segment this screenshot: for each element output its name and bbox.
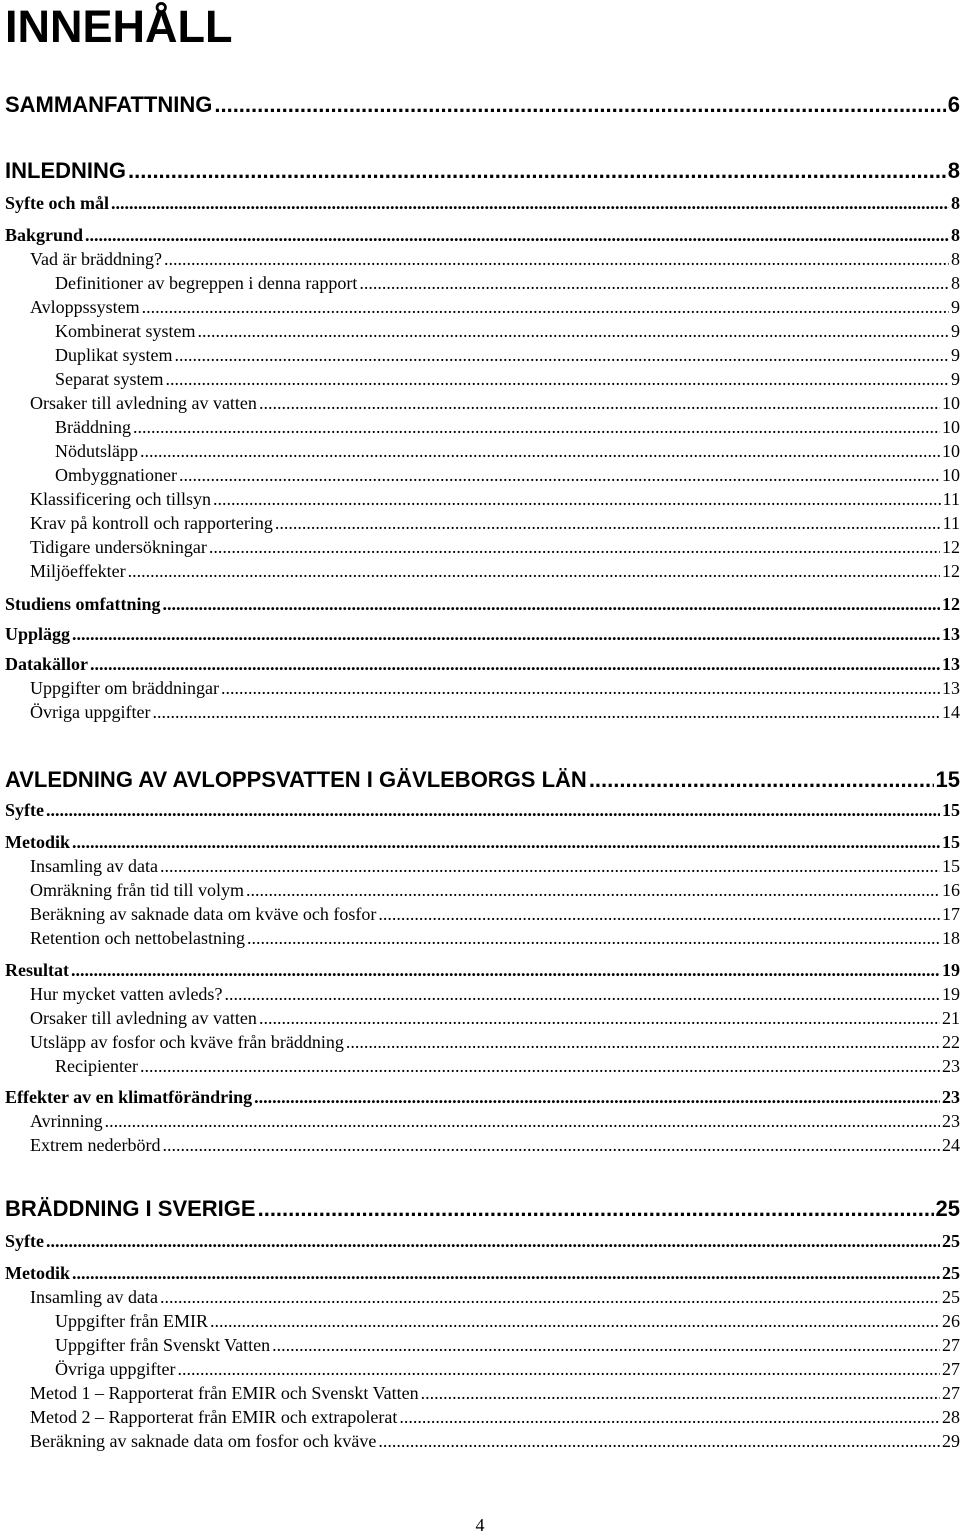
toc-entry-page: 22 xyxy=(942,1032,960,1052)
dot-leader xyxy=(111,193,949,214)
dot-leader xyxy=(90,654,940,675)
toc-entry-label: Effekter av en klimatförändring xyxy=(5,1087,253,1107)
dot-leader xyxy=(214,92,945,118)
toc-entry[interactable] xyxy=(30,1383,960,1404)
toc-entry-label: Klassificering och tillsyn xyxy=(30,489,211,509)
toc-entry-page: 15 xyxy=(942,800,960,820)
toc-entry-label: Orsaker till avledning av vatten xyxy=(30,393,257,413)
toc-entry-page: 14 xyxy=(942,702,960,722)
dot-leader xyxy=(128,561,940,582)
toc-entry-label: Studiens omfattning xyxy=(5,594,161,614)
toc-entry-label: Hur mycket vatten avleds? xyxy=(30,984,223,1004)
toc-entry-page: 25 xyxy=(942,1287,960,1307)
toc-entry-label: Beräkning av saknade data om fosfor och kväve xyxy=(30,1431,377,1451)
toc-entry-label: Recipienter xyxy=(55,1056,138,1076)
toc-entry[interactable] xyxy=(5,193,960,214)
toc-entry-page: 28 xyxy=(942,1407,960,1427)
toc-entry-label: Metod 1 – Rapporterat från EMIR och Svenskt Vatten xyxy=(30,1383,419,1403)
toc-entry[interactable] xyxy=(55,1335,960,1356)
toc-entry[interactable] xyxy=(5,1087,960,1108)
dot-leader xyxy=(272,1335,940,1356)
toc-entry-page: 25 xyxy=(942,1231,960,1251)
toc-entry-page: 9 xyxy=(951,297,960,317)
toc-entry[interactable] xyxy=(5,800,960,821)
dot-leader xyxy=(162,1135,940,1156)
dot-leader xyxy=(254,1087,940,1108)
toc-entry[interactable] xyxy=(55,465,960,486)
toc-entry-page: 12 xyxy=(942,594,960,614)
toc-entry[interactable] xyxy=(30,1135,960,1156)
toc-entry-page: 8 xyxy=(947,158,960,183)
toc-entry-page: 9 xyxy=(951,321,960,341)
dot-leader xyxy=(140,441,940,462)
toc-entry-page: 17 xyxy=(942,904,960,924)
toc-entry[interactable] xyxy=(55,441,960,462)
dot-leader xyxy=(72,1263,940,1284)
toc-entry-page: 13 xyxy=(942,678,960,698)
toc-entry-page: 21 xyxy=(942,1008,960,1028)
toc-entry-page: 25 xyxy=(935,1196,960,1221)
toc-entry-page: 26 xyxy=(942,1311,960,1331)
toc-entry[interactable] xyxy=(55,369,960,390)
dot-leader xyxy=(164,249,949,270)
dot-leader xyxy=(197,321,949,342)
toc-entry-label: Insamling av data xyxy=(30,1287,158,1307)
toc-entry[interactable] xyxy=(5,767,960,793)
dot-leader xyxy=(140,1056,940,1077)
toc-entry[interactable] xyxy=(5,158,960,184)
toc-entry[interactable] xyxy=(55,345,960,366)
toc-entry-label: Omräkning från tid till volym xyxy=(30,880,244,900)
toc-entry[interactable] xyxy=(5,832,960,853)
toc-entry-label: Uppgifter från Svenskt Vatten xyxy=(55,1335,271,1355)
dot-leader xyxy=(152,702,940,723)
toc-entry-page: 15 xyxy=(942,832,960,852)
toc-entry[interactable] xyxy=(30,678,960,699)
dot-leader xyxy=(160,1287,940,1308)
dot-leader xyxy=(258,1196,934,1222)
dot-leader xyxy=(46,1231,940,1252)
toc-entry-label: Insamling av data xyxy=(30,856,158,876)
toc-entry-label: Metodik xyxy=(5,1263,70,1283)
toc-entry-page: 8 xyxy=(951,193,960,213)
toc-entry-label: Separat system xyxy=(55,369,164,389)
toc-entry[interactable] xyxy=(55,417,960,438)
dot-leader xyxy=(378,1431,940,1452)
toc-entry[interactable] xyxy=(55,1311,960,1332)
dot-leader xyxy=(175,345,950,366)
toc-entry[interactable] xyxy=(30,1008,960,1029)
toc-entry-label: Upplägg xyxy=(5,624,71,644)
dot-leader xyxy=(346,1032,940,1053)
toc-entry-page: 19 xyxy=(942,984,960,1004)
toc-entry[interactable] xyxy=(30,928,960,949)
dot-leader xyxy=(589,767,934,793)
dot-leader xyxy=(163,594,940,615)
toc-entry-label: Kombinerat system xyxy=(55,321,196,341)
toc-entry-page: 8 xyxy=(951,249,960,269)
dot-leader xyxy=(421,1383,940,1404)
toc-entry-label: Uppgifter om bräddningar xyxy=(30,678,219,698)
page-number: 4 xyxy=(475,1515,485,1535)
toc-entry-label: SAMMANFATTNING xyxy=(5,92,213,117)
toc-entry[interactable] xyxy=(55,273,960,294)
toc-entry-label: AVLEDNING AV AVLOPPSVATTEN I GÄVLEBORGS LÄN xyxy=(5,767,587,792)
toc-entry-page: 25 xyxy=(942,1263,960,1283)
toc-entry-page: 13 xyxy=(942,654,960,674)
toc-entry-page: 15 xyxy=(935,767,960,792)
dot-leader xyxy=(46,800,940,821)
toc-entry[interactable] xyxy=(30,984,960,1005)
dot-leader xyxy=(221,678,940,699)
toc-entry-page: 24 xyxy=(942,1135,960,1155)
toc-entry-label: Syfte och mål xyxy=(5,193,109,213)
toc-entry-label: Övriga uppgifter xyxy=(30,702,151,722)
dot-leader xyxy=(128,158,946,184)
toc-entry-page: 8 xyxy=(951,273,960,293)
dot-leader xyxy=(133,417,940,438)
toc-entry[interactable] xyxy=(5,225,960,246)
toc-entry-page: 23 xyxy=(942,1087,960,1107)
toc-entry-label: Orsaker till avledning av vatten xyxy=(30,1008,257,1028)
dot-leader xyxy=(210,1311,940,1332)
toc-entry-label: Krav på kontroll och rapportering xyxy=(30,513,273,533)
toc-entry-page: 18 xyxy=(942,928,960,948)
toc-entry-label: Ombyggnationer xyxy=(55,465,177,485)
dot-leader xyxy=(209,537,940,558)
dot-leader xyxy=(105,1111,940,1132)
toc-entry-page: 27 xyxy=(942,1335,960,1355)
toc-entry-page: 6 xyxy=(947,92,960,117)
toc-entry[interactable] xyxy=(30,1407,960,1428)
toc-entry[interactable] xyxy=(55,1056,960,1077)
toc-entry[interactable] xyxy=(30,904,960,925)
toc-entry[interactable] xyxy=(30,880,960,901)
toc-entry-page: 10 xyxy=(942,465,960,485)
toc-entry-page: 16 xyxy=(942,880,960,900)
toc-entry-label: Datakällor xyxy=(5,654,88,674)
dot-leader xyxy=(275,513,941,534)
toc-entry-page: 8 xyxy=(951,225,960,245)
toc-entry[interactable] xyxy=(5,654,960,675)
toc-entry-page: 27 xyxy=(942,1383,960,1403)
toc-entry-label: Retention och nettobelastning xyxy=(30,928,245,948)
toc-entry-page: 29 xyxy=(942,1431,960,1451)
toc-entry[interactable] xyxy=(5,594,960,615)
toc-entry-label: Bräddning xyxy=(55,417,131,437)
toc-entry[interactable] xyxy=(30,1431,960,1452)
toc-entry-label: Avrinning xyxy=(30,1111,103,1131)
dot-leader xyxy=(72,624,940,645)
dot-leader xyxy=(179,465,940,486)
dot-leader xyxy=(213,489,941,510)
toc-entry-label: INLEDNING xyxy=(5,158,126,183)
toc-entry-label: BRÄDDNING I SVERIGE xyxy=(5,1196,256,1221)
toc-entry-label: Övriga uppgifter xyxy=(55,1359,176,1379)
dot-leader xyxy=(378,904,940,925)
dot-leader xyxy=(142,297,949,318)
toc-entry[interactable] xyxy=(5,92,960,118)
toc-entry-label: Metodik xyxy=(5,832,70,852)
toc-entry[interactable] xyxy=(55,1359,960,1380)
toc-entry-label: Extrem nederbörd xyxy=(30,1135,161,1155)
toc-entry[interactable] xyxy=(55,321,960,342)
toc-entry-page: 10 xyxy=(942,441,960,461)
toc-entry[interactable] xyxy=(30,1111,960,1132)
toc-entry-page: 10 xyxy=(942,393,960,413)
dot-leader xyxy=(224,984,940,1005)
toc-entry[interactable] xyxy=(30,249,960,270)
toc-entry[interactable] xyxy=(30,537,960,558)
toc-entry-label: Nödutsläpp xyxy=(55,441,138,461)
toc-entry-label: Utsläpp av fosfor och kväve från bräddning xyxy=(30,1032,344,1052)
dot-leader xyxy=(72,832,940,853)
toc-entry-label: Miljöeffekter xyxy=(30,561,126,581)
toc-entry-page: 12 xyxy=(942,537,960,557)
toc-entry-label: Tidigare undersökningar xyxy=(30,537,207,557)
toc-entry-page: 19 xyxy=(942,960,960,980)
toc-entry[interactable] xyxy=(30,1032,960,1053)
toc-entry-label: Syfte xyxy=(5,800,44,820)
toc-entry-label: Syfte xyxy=(5,1231,44,1251)
toc-entry[interactable] xyxy=(5,624,960,645)
toc-entry[interactable] xyxy=(30,513,960,534)
toc-entry-page: 9 xyxy=(951,345,960,365)
toc-entry[interactable] xyxy=(5,1231,960,1252)
toc-entry-label: Metod 2 – Rapporterat från EMIR och extrapolerat xyxy=(30,1407,398,1427)
toc-entry[interactable] xyxy=(30,856,960,877)
dot-leader xyxy=(85,225,949,246)
dot-leader xyxy=(247,928,940,949)
toc-entry-label: Beräkning av saknade data om kväve och fosfor xyxy=(30,904,377,924)
toc-entry-page: 23 xyxy=(942,1056,960,1076)
toc-entry[interactable] xyxy=(5,960,960,981)
dot-leader xyxy=(246,880,940,901)
toc-entry-page: 11 xyxy=(942,489,960,509)
toc-entry-label: Vad är bräddning? xyxy=(30,249,162,269)
toc-entry-page: 27 xyxy=(942,1359,960,1379)
dot-leader xyxy=(71,960,940,981)
toc-entry-page: 9 xyxy=(951,369,960,389)
toc-entry[interactable] xyxy=(30,297,960,318)
toc-entry-page: 13 xyxy=(942,624,960,644)
dot-leader xyxy=(259,1008,940,1029)
toc-entry-page: 10 xyxy=(942,417,960,437)
dot-leader xyxy=(399,1407,940,1428)
dot-leader xyxy=(177,1359,940,1380)
toc-entry-label: Duplikat system xyxy=(55,345,173,365)
dot-leader xyxy=(160,856,940,877)
toc-entry-page: 11 xyxy=(942,513,960,533)
toc-entry-page: 12 xyxy=(942,561,960,581)
toc-entry[interactable] xyxy=(5,1196,960,1222)
toc-entry-page: 23 xyxy=(942,1111,960,1131)
toc-entry[interactable] xyxy=(30,1287,960,1308)
toc-entry[interactable] xyxy=(30,489,960,510)
toc-entry[interactable] xyxy=(30,702,960,723)
dot-leader xyxy=(259,393,940,414)
dot-leader xyxy=(359,273,949,294)
toc-entry[interactable] xyxy=(30,561,960,582)
toc-entry[interactable] xyxy=(5,1263,960,1284)
dot-leader xyxy=(165,369,949,390)
toc-entry-label: Avloppssystem xyxy=(30,297,140,317)
page-title: INNEHÅLL xyxy=(5,1,233,52)
toc-entry-label: Bakgrund xyxy=(5,225,84,245)
toc-entry-label: Uppgifter från EMIR xyxy=(55,1311,208,1331)
toc-entry-label: Definitioner av begreppen i denna rapport xyxy=(55,273,358,293)
toc-entry-page: 15 xyxy=(942,856,960,876)
toc-entry-label: Resultat xyxy=(5,960,69,980)
toc-entry[interactable] xyxy=(30,393,960,414)
